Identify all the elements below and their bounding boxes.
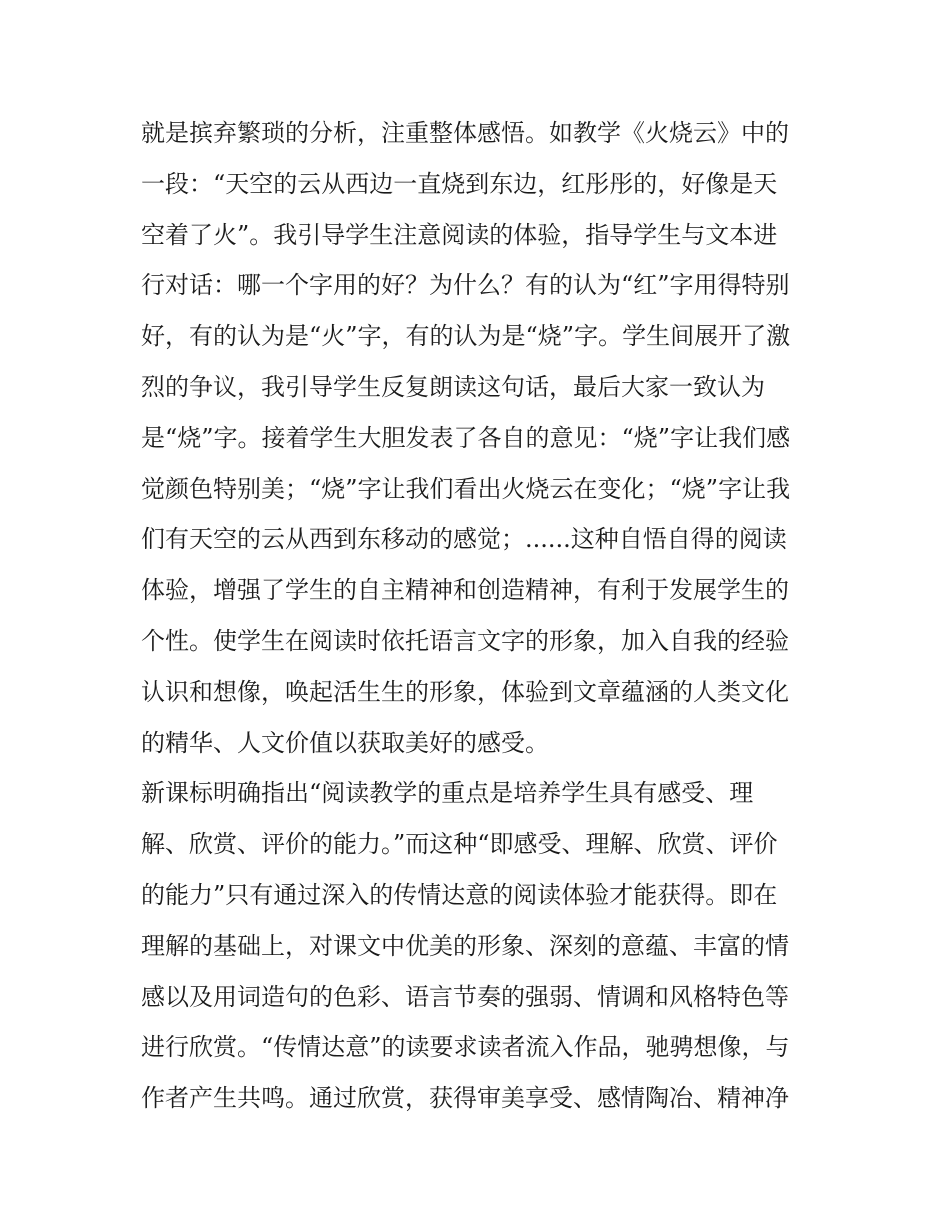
text-line: 作者产生共鸣。通过欣赏，获得审美享受、感情陶冶、精神净 — [141, 1084, 789, 1113]
text-line: 体验，增强了学生的自主精神和创造精神，有利于发展学生的 — [141, 576, 789, 605]
text-line: 行对话：哪一个字用的好？为什么？有的认为“红”字用得特别 — [141, 271, 790, 300]
text-line: 是“烧”字。接着学生大胆发表了各自的意见：“烧”字让我们感 — [141, 423, 791, 452]
text-line: 空着了火”。我引导学生注意阅读的体验，指导学生与文本进 — [141, 220, 778, 249]
text-line: 们有天空的云从西到东移动的感觉；......这种自悟自得的阅读 — [141, 525, 787, 554]
text-line: 好，有的认为是“火”字，有的认为是“烧”字。学生间展开了激 — [141, 322, 791, 351]
text-line: 理解的基础上，对课文中优美的形象、深刻的意蕴、丰富的情 — [141, 931, 789, 960]
text-line: 就是摈弃繁琐的分析，注重整体感悟。如教学《火烧云》中的 — [141, 119, 789, 147]
text-line: 认识和想像，唤起活生生的形象，体验到文章蕴涵的人类文化 — [141, 677, 789, 706]
text-line: 的能力”只有通过深入的传情达意的阅读体验才能获得。即在 — [141, 880, 778, 909]
text-line: 感以及用词造句的色彩、语言节奏的强弱、情调和风格特色等 — [141, 982, 789, 1011]
paragraph-2 — [141, 768, 821, 1124]
text-line: 烈的争议，我引导学生反复朗读这句话，最后大家一致认为 — [141, 372, 765, 401]
text-line: 一段：“天空的云从西边一直烧到东边，红彤彤的，好像是天 — [141, 169, 778, 198]
body-text — [141, 108, 821, 1124]
text-line: 进行欣赏。“传情达意”的读要求读者流入作品，驰骋想像，与 — [141, 1033, 790, 1062]
text-line: 的精华、人文价值以获取美好的感受。 — [141, 728, 549, 757]
paragraph-1 — [141, 108, 821, 768]
text-line: 觉颜色特别美；“烧”字让我们看出火烧云在变化；“烧”字让我 — [141, 474, 791, 503]
text-line: 解、欣赏、评价的能力。”而这种“即感受、理解、欣赏、评价 — [141, 830, 778, 859]
text-line: 新课标明确指出“阅读教学的重点是培养学生具有感受、理 — [141, 779, 754, 808]
text-line: 个性。使学生在阅读时依托语言文字的形象，加入自我的经验 — [141, 626, 789, 655]
